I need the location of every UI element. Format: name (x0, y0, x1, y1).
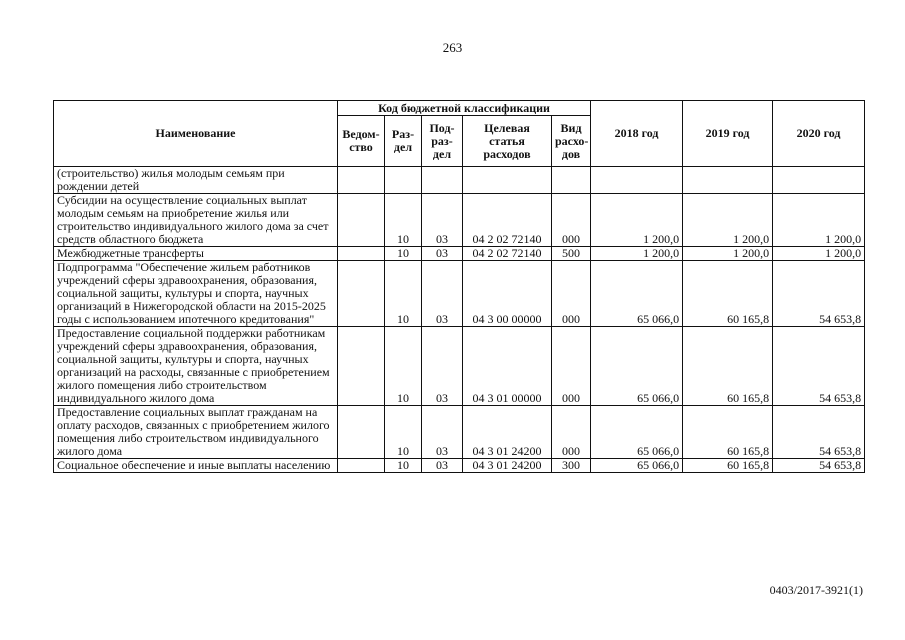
row-amount-2020: 54 653,8 (773, 327, 865, 406)
row-razdel: 10 (385, 247, 422, 261)
table-row (54, 194, 865, 247)
header-tselevaya-statya: Целевая статья расходов (463, 116, 552, 167)
row-amount-2019: 60 165,8 (683, 327, 773, 406)
row-name: Социальное обеспечение и иные выплаты населению (54, 459, 338, 473)
header-2020: 2020 год (773, 101, 865, 167)
row-vid-raskhodov: 500 (552, 247, 591, 261)
row-amount-2018 (591, 167, 683, 194)
row-tselevaya-statya: 04 3 00 00000 (463, 261, 552, 327)
table-row (54, 459, 865, 473)
row-vedomstvo (338, 261, 385, 327)
row-vid-raskhodov (552, 167, 591, 194)
row-podrazdel: 03 (422, 194, 463, 247)
row-amount-2019: 1 200,0 (683, 194, 773, 247)
header-budget-code-group: Код бюджетной классификации (338, 101, 591, 116)
row-razdel: 10 (385, 406, 422, 459)
row-tselevaya-statya: 04 2 02 72140 (463, 194, 552, 247)
row-tselevaya-statya: 04 3 01 24200 (463, 459, 552, 473)
row-name: Предоставление социальной поддержки работникам учреждений сферы здравоохранения, образования, социальной защиты, культуры и спорта, научных организаций на расходы, связанные с приобретением жилого помещения либо строительством индивидуального жилого дома (54, 327, 338, 406)
document-code: 0403/2017-3921(1) (769, 583, 863, 597)
row-amount-2018: 1 200,0 (591, 247, 683, 261)
row-vedomstvo (338, 167, 385, 194)
row-name: Субсидии на осуществление социальных выплат молодым семьям на приобретение жилья или строительство индивидуального жилого дома за счет средств областного бюджета (54, 194, 338, 247)
row-amount-2019: 60 165,8 (683, 406, 773, 459)
row-razdel: 10 (385, 459, 422, 473)
row-vid-raskhodov: 300 (552, 459, 591, 473)
row-name: Подпрограмма "Обеспечение жильем работников учреждений сферы здравоохранения, образования, социальной защиты, культуры и спорта, научных организаций в Нижегородской области на 2015-2025 годы с использованием ипотечного кредитования" (54, 261, 338, 327)
row-razdel (385, 167, 422, 194)
row-vedomstvo (338, 194, 385, 247)
row-vid-raskhodov: 000 (552, 194, 591, 247)
row-vedomstvo (338, 247, 385, 261)
row-amount-2019: 1 200,0 (683, 247, 773, 261)
row-tselevaya-statya: 04 3 01 24200 (463, 406, 552, 459)
row-amount-2020: 54 653,8 (773, 406, 865, 459)
row-amount-2019: 60 165,8 (683, 261, 773, 327)
row-razdel: 10 (385, 194, 422, 247)
row-amount-2020: 1 200,0 (773, 194, 865, 247)
row-amount-2020: 54 653,8 (773, 261, 865, 327)
row-amount-2018: 65 066,0 (591, 261, 683, 327)
row-amount-2018: 1 200,0 (591, 194, 683, 247)
row-vid-raskhodov: 000 (552, 327, 591, 406)
header-2018: 2018 год (591, 101, 683, 167)
row-podrazdel: 03 (422, 261, 463, 327)
row-vid-raskhodov: 000 (552, 261, 591, 327)
row-podrazdel: 03 (422, 247, 463, 261)
row-razdel: 10 (385, 261, 422, 327)
header-vid-raskhodov: Вид расхо-дов (552, 116, 591, 167)
header-podrazdel: Под-раз-дел (422, 116, 463, 167)
row-name: Межбюджетные трансферты (54, 247, 338, 261)
budget-table (53, 100, 865, 473)
row-amount-2020: 54 653,8 (773, 459, 865, 473)
header-vedomstvo: Ведом-ство (338, 116, 385, 167)
row-vedomstvo (338, 406, 385, 459)
table-row (54, 247, 865, 261)
row-amount-2019 (683, 167, 773, 194)
row-amount-2018: 65 066,0 (591, 406, 683, 459)
row-amount-2018: 65 066,0 (591, 459, 683, 473)
table-row (54, 261, 865, 327)
row-podrazdel: 03 (422, 459, 463, 473)
page-number: 263 (442, 40, 463, 55)
row-tselevaya-statya (463, 167, 552, 194)
row-vid-raskhodov: 000 (552, 406, 591, 459)
row-amount-2020: 1 200,0 (773, 247, 865, 261)
row-podrazdel: 03 (422, 327, 463, 406)
row-amount-2020 (773, 167, 865, 194)
row-amount-2019: 60 165,8 (683, 459, 773, 473)
table-row (54, 406, 865, 459)
row-podrazdel: 03 (422, 406, 463, 459)
row-amount-2018: 65 066,0 (591, 327, 683, 406)
row-name: (строительство) жилья молодым семьям при рождении детей (54, 167, 338, 194)
row-razdel: 10 (385, 327, 422, 406)
header-name: Наименование (54, 101, 338, 167)
table-row (54, 327, 865, 406)
header-razdel: Раз-дел (385, 116, 422, 167)
row-vedomstvo (338, 327, 385, 406)
row-tselevaya-statya: 04 2 02 72140 (463, 247, 552, 261)
row-name: Предоставление социальных выплат гражданам на оплату расходов, связанных с приобретением жилого помещения либо строительством индивидуального жилого дома (54, 406, 338, 459)
row-vedomstvo (338, 459, 385, 473)
header-2019: 2019 год (683, 101, 773, 167)
row-tselevaya-statya: 04 3 01 00000 (463, 327, 552, 406)
row-podrazdel (422, 167, 463, 194)
table-row (54, 167, 865, 194)
